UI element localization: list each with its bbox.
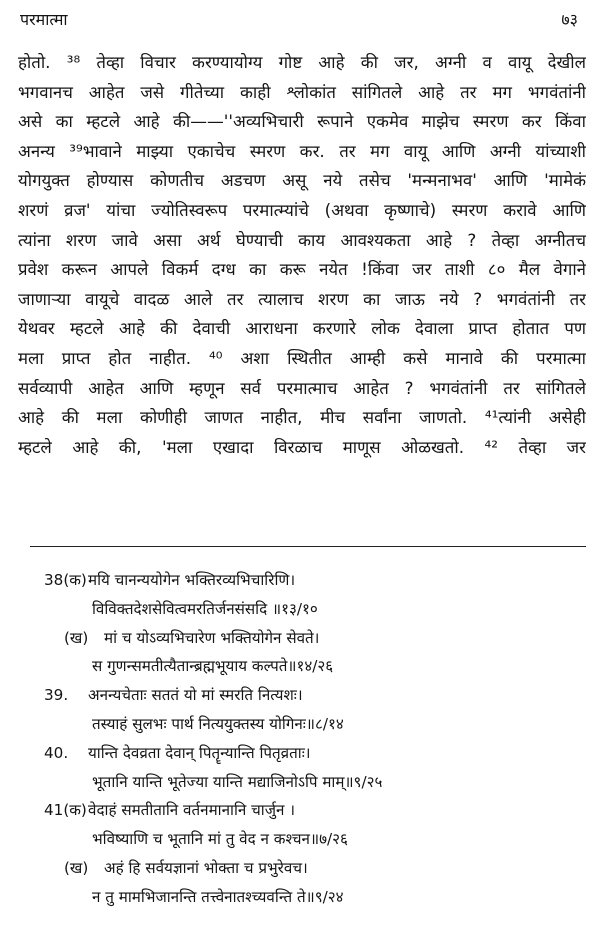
footnote-line bbox=[44, 595, 564, 624]
footnote-line bbox=[44, 883, 564, 912]
body-line: मला प्राप्त होत नाहीत. ⁴⁰ अशा स्थितीत आम्ही कसे मानावे की परमात्मा bbox=[18, 347, 586, 368]
footnote-text: मां च योऽव्यभिचारेण भक्तियोगेन सेवते। bbox=[104, 628, 320, 647]
body-line: म्हटले आहे की, 'मला एखादा विरळाच माणूस ओळखतो. ⁴² तेव्हा जर bbox=[18, 436, 586, 457]
body-line: सर्वव्यापी आहेत आणि म्हणून सर्व परमात्माच आहेत ? भगवंतांनी तर सांगितले bbox=[18, 377, 586, 398]
footnote-line bbox=[44, 796, 564, 825]
footnote-line bbox=[44, 825, 564, 854]
footnote-marker: (ख) bbox=[64, 858, 89, 877]
body-line: भगवानच आहेत जसे गीतेच्या काही श्लोकांत सांगितले आहे तर मग भगवंतांनी bbox=[18, 81, 586, 102]
footnote-text: भूतानि यान्ति भूतेज्या यान्ति मद्याजिनोऽपि माम्॥९/२५ bbox=[92, 772, 383, 791]
footnote-line bbox=[44, 652, 564, 681]
footnote-line bbox=[44, 681, 564, 710]
footnote-line bbox=[44, 710, 564, 739]
body-line: प्रवेश करून आपले विकर्म दग्ध का करू नयेत !किंवा जर ताशी ८० मैल वेगाने bbox=[18, 259, 586, 280]
footnote-line bbox=[44, 768, 564, 797]
footnote-divider bbox=[30, 546, 586, 547]
footnote-text: विविक्तदेशसेवित्वमरतिर्जनसंसदि ॥१३/१० bbox=[92, 599, 318, 618]
footnote-text: अनन्यचेताः सततं यो मां स्मरति नित्यशः। bbox=[88, 686, 303, 705]
body-text bbox=[18, 48, 586, 462]
footnote-marker: 38(क) bbox=[44, 571, 87, 589]
footnote-line bbox=[44, 566, 564, 595]
footnote-text: न तु मामभिजानन्ति तत्त्वेनातश्च्यवन्ति ते॥९/२४ bbox=[92, 887, 344, 906]
footnote-marker: 39. bbox=[44, 686, 69, 705]
footnotes bbox=[44, 566, 564, 912]
footnote-line bbox=[44, 624, 564, 653]
body-line: असे का म्हटले आहे की——''अव्यभिचारी रूपाने एकमेव माझेच स्मरण कर किंवा bbox=[18, 111, 586, 132]
running-title: परमात्मा bbox=[20, 10, 68, 29]
footnote-text: मयि चानन्ययोगेन भक्तिरव्यभिचारिणि। bbox=[88, 571, 296, 589]
footnote-line bbox=[44, 854, 564, 883]
footnote-marker: (ख) bbox=[64, 628, 89, 647]
footnote-marker: 40. bbox=[44, 743, 69, 762]
body-line: जाणाऱ्या वायूचे वादळ आले तर त्यालाच शरण का जाऊ नये ? भगवंतांनी तर bbox=[18, 288, 586, 309]
body-line: येथवर म्हटले आहे की देवाची आराधना करणारे लोक देवाला प्राप्त होतात पण bbox=[18, 318, 586, 339]
footnote-text: वेदाहं समतीतानि वर्तनमानानि चार्जुन । bbox=[88, 801, 296, 820]
body-line: त्यांना शरण जावे असा अर्थ घेण्याची काय आवश्यकता आहे ? तेव्हा अग्नीतच bbox=[18, 229, 586, 250]
body-line: शरणं व्रज' यांचा ज्योतिस्वरूप परमात्म्यांचे (अथवा कृष्णाचे) स्मरण करावे आणि bbox=[18, 199, 586, 220]
body-line: योगयुक्त होण्यास कोणतीच अडचण असू नये तसेच 'मन्मनाभव' आणि 'मामेकं bbox=[18, 170, 586, 191]
footnote-text: यान्ति देवव्रता देवान् पितॄन्यान्ति पितृव्रताः। bbox=[88, 743, 311, 762]
body-line: होतो. ³⁸ तेव्हा विचार करण्यायोग्य गोष्ट आहे की जर, अग्नी व वायू देखील bbox=[18, 52, 586, 72]
footnote-marker: 41(क) bbox=[44, 801, 87, 820]
page-header bbox=[20, 8, 578, 34]
footnote-text: तस्याहं सुलभः पार्थ नित्ययुक्तस्य योगिनः॥८/१४ bbox=[92, 714, 344, 733]
footnote-text: अहं हि सर्वयज्ञानां भोक्ता च प्रभुरेवच। bbox=[104, 858, 308, 877]
footnote-line bbox=[44, 739, 564, 768]
footnote-text: स गुणन्समतीत्यैतान्ब्रह्मभूयाय कल्पते॥१४/२६ bbox=[92, 657, 334, 676]
body-line: अनन्य ³⁹भावाने माझ्या एकाचेच स्मरण कर. तर मग वायू आणि अग्नी यांच्याशी bbox=[18, 140, 586, 161]
body-line: आहे की मला कोणीही जाणत नाहीत, मीच सर्वांना जाणतो. ⁴¹त्यांनी असेही bbox=[18, 407, 586, 428]
page-number: ७३ bbox=[561, 10, 578, 29]
footnote-text: भविष्याणि च भूतानि मां तु वेद न कश्चन॥७/२६ bbox=[92, 830, 348, 849]
